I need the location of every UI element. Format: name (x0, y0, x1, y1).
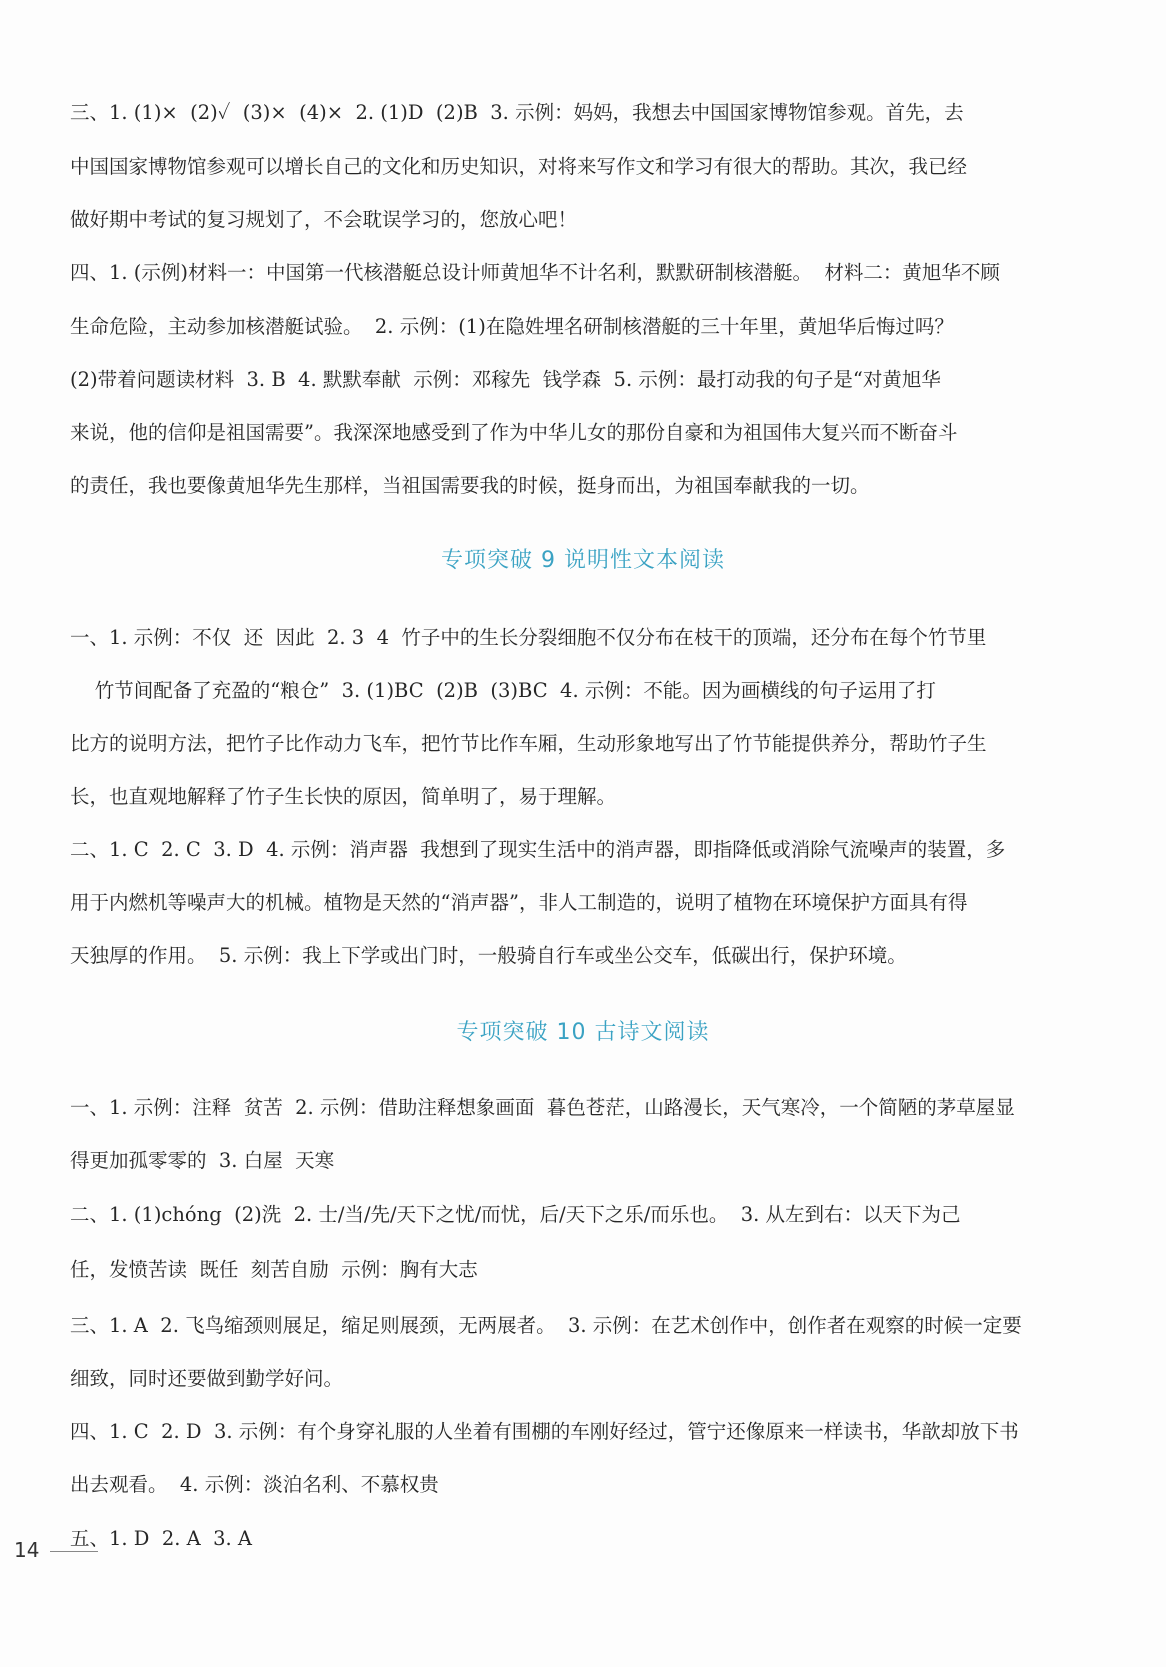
answer-line: 一、1. 示例：不仅 还 因此 2. 3 4 竹子中的生长分裂细胞不仅分布在枝干的顶端，还分布在每个竹节里 (70, 626, 987, 649)
answer-line: 三、1. (1)× (2)✓ (3)× (4)× 2. (1)D (2)B 3. 示例：妈妈，我想去中国国家博物馆参观。首先，去 (70, 101, 964, 124)
answer-line: 三、1. A 2. 飞鸟缩颈则展足，缩足则展颈，无两展者。 3. 示例：在艺术创作中，创作者在观察的时候一定要 (70, 1314, 1022, 1337)
answer-line: 得更加孤零零的 3. 白屋 天寒 (70, 1149, 335, 1172)
answer-line: 二、1. C 2. C 3. D 4. 示例：消声器 我想到了现实生活中的消声器，即指降低或消除气流噪声的装置，多 (70, 838, 1006, 861)
answer-line: 四、1. (示例)材料一：中国第一代核潜艇总设计师黄旭华不计名利，默默研制核潜艇。 材料二：黄旭华不顾 (70, 261, 1000, 284)
answer-line: 比方的说明方法，把竹子比作动力飞车，把竹节比作车厢，生动形象地写出了竹节能提供养分，帮助竹子生 (70, 732, 987, 755)
answer-line: 细致，同时还要做到勤学好问。 (70, 1367, 344, 1390)
answer-line: 长，也直观地解释了竹子生长快的原因，简单明了，易于理解。 (70, 785, 617, 808)
answer-line: 二、1. (1)chóng (2)洗 2. 士/当/先/天下之忧/而忧，后/天下之乐/而乐也。 3. 从左到右：以天下为己 (70, 1203, 961, 1226)
answer-line: 五、1. D 2. A 3. A (70, 1527, 253, 1550)
section-heading: 专项突破 9 说明性文本阅读 (441, 548, 725, 573)
answer-line: 做好期中考试的复习规划了，不会耽误学习的，您放心吧！ (70, 208, 578, 231)
answer-line: (2)带着问题读材料 3. B 4. 默默奉献 示例：邓稼先 钱学森 5. 示例：最打动我的句子是“对黄旭华 (70, 368, 941, 391)
answer-line: 四、1. C 2. D 3. 示例：有个身穿礼服的人坐着有围棚的车刚好经过，管宁还像原来一样读书，华歆却放下书 (70, 1420, 1019, 1443)
answer-line: 竹节间配备了充盈的“粮仓” 3. (1)BC (2)B (3)BC 4. 示例：不能。因为画横线的句子运用了打 (70, 679, 936, 702)
answer-line: 用于内燃机等噪声大的机械。植物是天然的“消声器”，非人工制造的，说明了植物在环境保护方面具有得 (70, 891, 968, 914)
section-heading: 专项突破 10 古诗文阅读 (456, 1020, 710, 1045)
answer-line: 一、1. 示例：注释 贫苦 2. 示例：借助注释想象画面 暮色苍茫，山路漫长，天气寒冷，一个简陋的茅草屋显 (70, 1096, 1015, 1119)
page-number-rule (50, 1551, 98, 1552)
answer-line: 出去观看。 4. 示例：淡泊名利、不慕权贵 (70, 1473, 439, 1496)
answer-line: 的责任，我也要像黄旭华先生那样，当祖国需要我的时候，挺身而出，为祖国奉献我的一切。 (70, 474, 870, 497)
answer-line: 中国国家博物馆参观可以增长自己的文化和历史知识，对将来写作文和学习有很大的帮助。其次，我已经 (70, 155, 968, 178)
answer-line: 任，发愤苦读 既任 刻苦自励 示例：胸有大志 (70, 1258, 478, 1281)
answer-line: 天独厚的作用。 5. 示例：我上下学或出门时，一般骑自行车或坐公交车，低碳出行，保护环境。 (70, 944, 907, 967)
answer-line: 生命危险，主动参加核潜艇试验。 2. 示例：(1)在隐姓埋名研制核潜艇的三十年里，黄旭华后悔过吗？ (70, 315, 954, 338)
answer-line: 来说，他的信仰是祖国需要”。我深深地感受到了作为中华儿女的那份自豪和为祖国伟大复兴而不断奋斗 (70, 421, 958, 444)
page-number: 14 (14, 1538, 40, 1562)
